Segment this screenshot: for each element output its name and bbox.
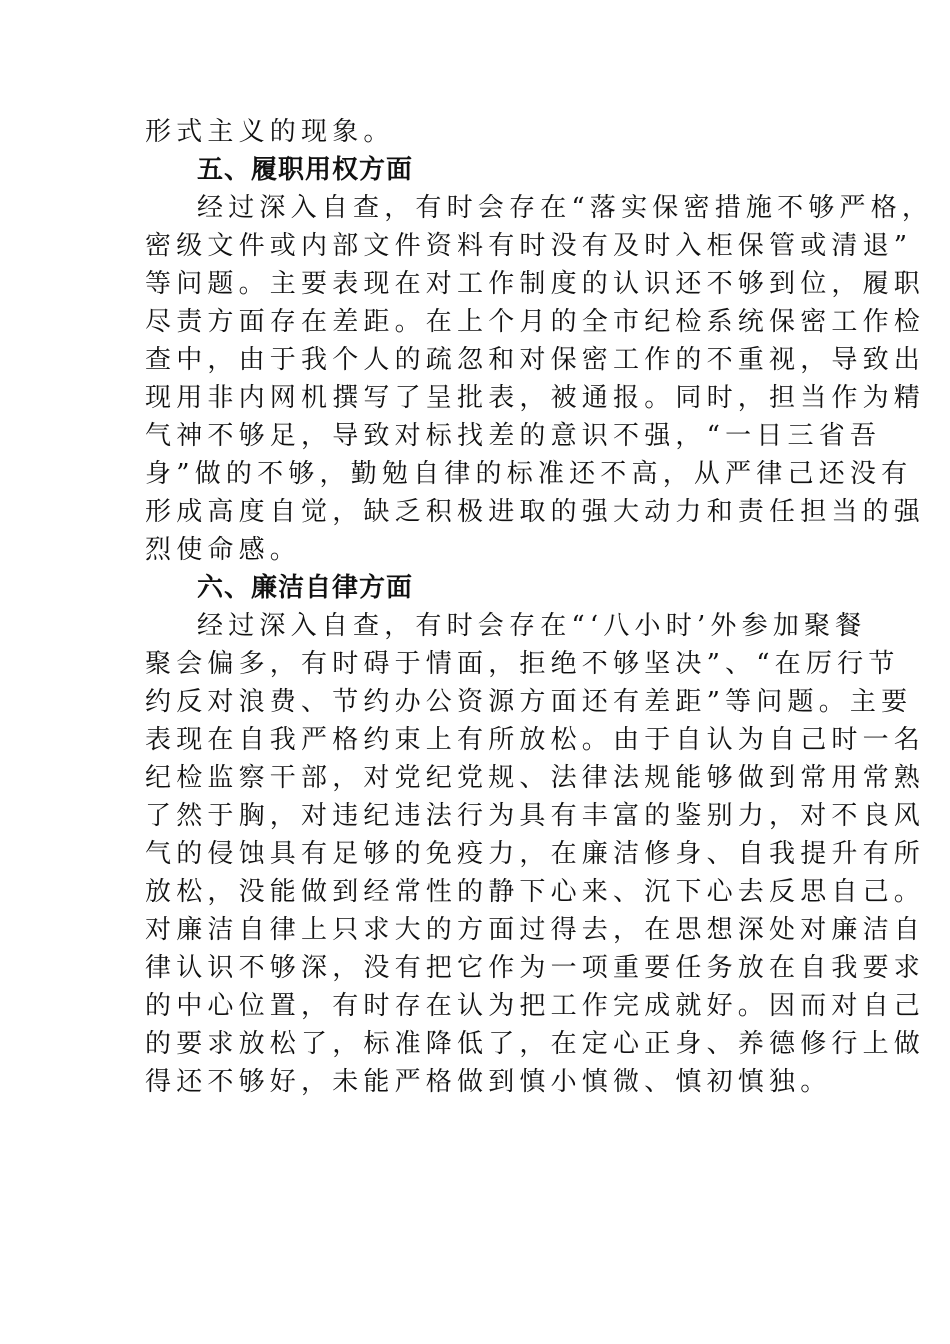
paragraph-line: 形成高度自觉，缺乏积极进取的强大动力和责任担当的强 [145, 497, 926, 527]
paragraph-line: 密级文件或内部文件资料有时没有及时入柜保管或清退” [145, 231, 913, 261]
paragraph-line: 烈使命感。 [145, 535, 302, 565]
paragraph-line: 了然于胸，对违纪违法行为具有丰富的鉴别力，对不良风 [145, 801, 926, 831]
paragraph-line: 气神不够足，导致对标找差的意识不强，“一日三省吾 [145, 421, 882, 451]
paragraph-line: 的要求放松了，标准降低了，在定心正身、养德修行上做 [145, 1029, 926, 1059]
paragraph-line: 放松，没能做到经常性的静下心来、沉下心去反思自己。 [145, 877, 926, 907]
paragraph-line: 得还不够好，未能严格做到慎小慎微、慎初慎独。 [145, 1067, 832, 1097]
paragraph-line: 查中，由于我个人的疏忽和对保密工作的不重视，导致出 [145, 345, 926, 375]
paragraph-line: 尽责方面存在差距。在上个月的全市纪检系统保密工作检 [145, 307, 926, 337]
paragraph-line: 等问题。主要表现在对工作制度的认识还不够到位，履职 [145, 269, 926, 299]
paragraph-line: 表现在自我严格约束上有所放松。由于自认为自己时一名 [145, 725, 926, 755]
paragraph-line: 现用非内网机撰写了呈批表，被通报。同时，担当作为精 [145, 383, 926, 413]
paragraph-line: 对廉洁自律上只求大的方面过得去，在思想深处对廉洁自 [145, 915, 926, 945]
paragraph-line: 形式主义的现象。 [145, 117, 395, 147]
paragraph-line: 经过深入自查，有时会存在“‘八小时’外参加聚餐 [197, 611, 867, 641]
section-heading: 五、履职用权方面 [197, 155, 414, 185]
paragraph-line: 身”做的不够，勤勉自律的标准还不高，从严律己还没有 [145, 459, 913, 489]
paragraph-line: 的中心位置，有时存在认为把工作完成就好。因而对自己 [145, 991, 926, 1021]
paragraph-line: 气的侵蚀具有足够的免疫力，在廉洁修身、自我提升有所 [145, 839, 926, 869]
paragraph-line: 聚会偏多，有时碍于情面，拒绝不够坚决”、“在厉行节 [145, 649, 900, 679]
document-body [145, 113, 934, 1101]
paragraph-line: 纪检监察干部，对党纪党规、法律法规能够做到常用常熟 [145, 763, 926, 793]
section-heading: 六、廉洁自律方面 [197, 573, 414, 603]
paragraph-line: 约反对浪费、节约办公资源方面还有差距”等问题。主要 [145, 687, 913, 717]
paragraph-line: 经过深入自查，有时会存在“落实保密措施不够严格， [197, 193, 934, 223]
paragraph-line: 律认识不够深，没有把它作为一项重要任务放在自我要求 [145, 953, 926, 983]
